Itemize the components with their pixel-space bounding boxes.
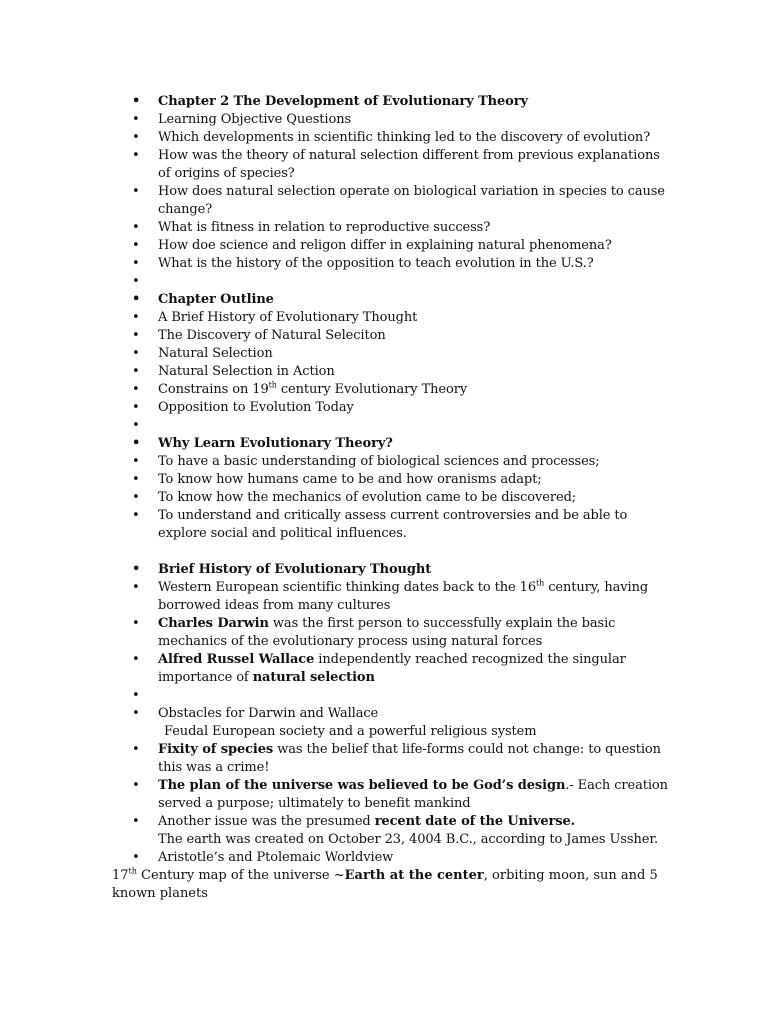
bold-text: recent date of the Universe. [374, 814, 576, 829]
list-item: • To understand and critically assess current controversies and be able to explore social and political influences. [112, 507, 668, 543]
empty-list-item [112, 417, 668, 435]
list-item: • To have a basic understanding of biological sciences and processes; [112, 453, 668, 471]
text-run: Western European scientific thinking dates back to the 16 [158, 580, 537, 595]
text-run: Constrains on 19 [158, 382, 269, 397]
list-item: • To know how humans came to be and how oranisms adapt; [112, 471, 668, 489]
list-item [112, 579, 668, 615]
text-run: century, having borrowed ideas from many cultures [158, 580, 649, 613]
list-item: • To know how the mechanics of evolution came to be discovered; [112, 489, 668, 507]
spacer [112, 543, 668, 561]
list-item [112, 705, 668, 741]
empty-list-item [112, 687, 668, 705]
list-item [112, 381, 668, 399]
text-run: was the first person to successfully explain the basic mechanics of the evolutionary process using natural forces [158, 616, 616, 649]
continuation-line: The earth was created on October 23, 4004 B.C., according to James Ussher. [158, 832, 659, 847]
superscript: th [128, 866, 137, 876]
list-item: • How was the theory of natural selection different from previous explanations of origins of species? [112, 147, 668, 183]
list-item: • A Brief History of Evolutionary Thought [112, 309, 668, 327]
text-run: Another issue was the presumed [158, 814, 375, 829]
list-item [112, 813, 668, 849]
bold-text: Charles Darwin [158, 616, 269, 631]
list-item [112, 741, 668, 777]
list-item [112, 651, 668, 687]
list-item: • The Discovery of Natural Seleciton [112, 327, 668, 345]
bold-text: Earth at the center [344, 868, 484, 883]
text-run: Century map of the universe ~ [136, 868, 345, 883]
text-run: century Evolutionary Theory [276, 382, 468, 397]
map-caption [112, 867, 668, 903]
bold-text: The plan of the universe was believed to be God’s design [158, 778, 566, 793]
section-heading: • Why Learn Evolutionary Theory? [112, 435, 668, 453]
text-run: 17 [112, 868, 129, 883]
indented-line: Feudal European society and a powerful religious system [164, 724, 537, 739]
list-item: • Opposition to Evolution Today [112, 399, 668, 417]
superscript: th [268, 380, 277, 390]
list-item: • Which developments in scientific thinking led to the discovery of evolution? [112, 129, 668, 147]
text-run: .- Each creation served a purpose; ultimately to benefit mankind [158, 778, 668, 811]
list-item: • How does natural selection operate on biological variation in species to cause change? [112, 183, 668, 219]
section-heading: • Chapter Outline [112, 291, 668, 309]
list-item: • What is fitness in relation to reproductive success? [112, 219, 668, 237]
bold-text: Fixity of species [158, 742, 274, 757]
list-item: • Natural Selection [112, 345, 668, 363]
list-item: • Natural Selection in Action [112, 363, 668, 381]
section-heading: • Brief History of Evolutionary Thought [112, 561, 668, 579]
list-item [112, 615, 668, 651]
superscript: th [536, 578, 545, 588]
chapter-title: • Chapter 2 The Development of Evolutionary Theory [112, 93, 668, 111]
text-run: independently reached recognized the singular importance of [158, 652, 626, 685]
list-item: • Aristotle’s and Ptolemaic Worldview [112, 849, 668, 867]
list-item: • Learning Objective Questions [112, 111, 668, 129]
list-item: • What is the history of the opposition to teach evolution in the U.S.? [112, 255, 668, 273]
list-item [112, 777, 668, 813]
empty-list-item [112, 273, 668, 291]
list-item: • How doe science and religon differ in explaining natural phenomena? [112, 237, 668, 255]
text-run: was the belief that life-forms could not change: to question this was a crime! [158, 742, 661, 775]
text-run: , orbiting moon, sun and 5 known planets [112, 868, 658, 901]
bold-text: natural selection [252, 670, 375, 685]
bold-text: Alfred Russel Wallace [158, 652, 315, 667]
text-run: Obstacles for Darwin and Wallace [158, 706, 379, 721]
